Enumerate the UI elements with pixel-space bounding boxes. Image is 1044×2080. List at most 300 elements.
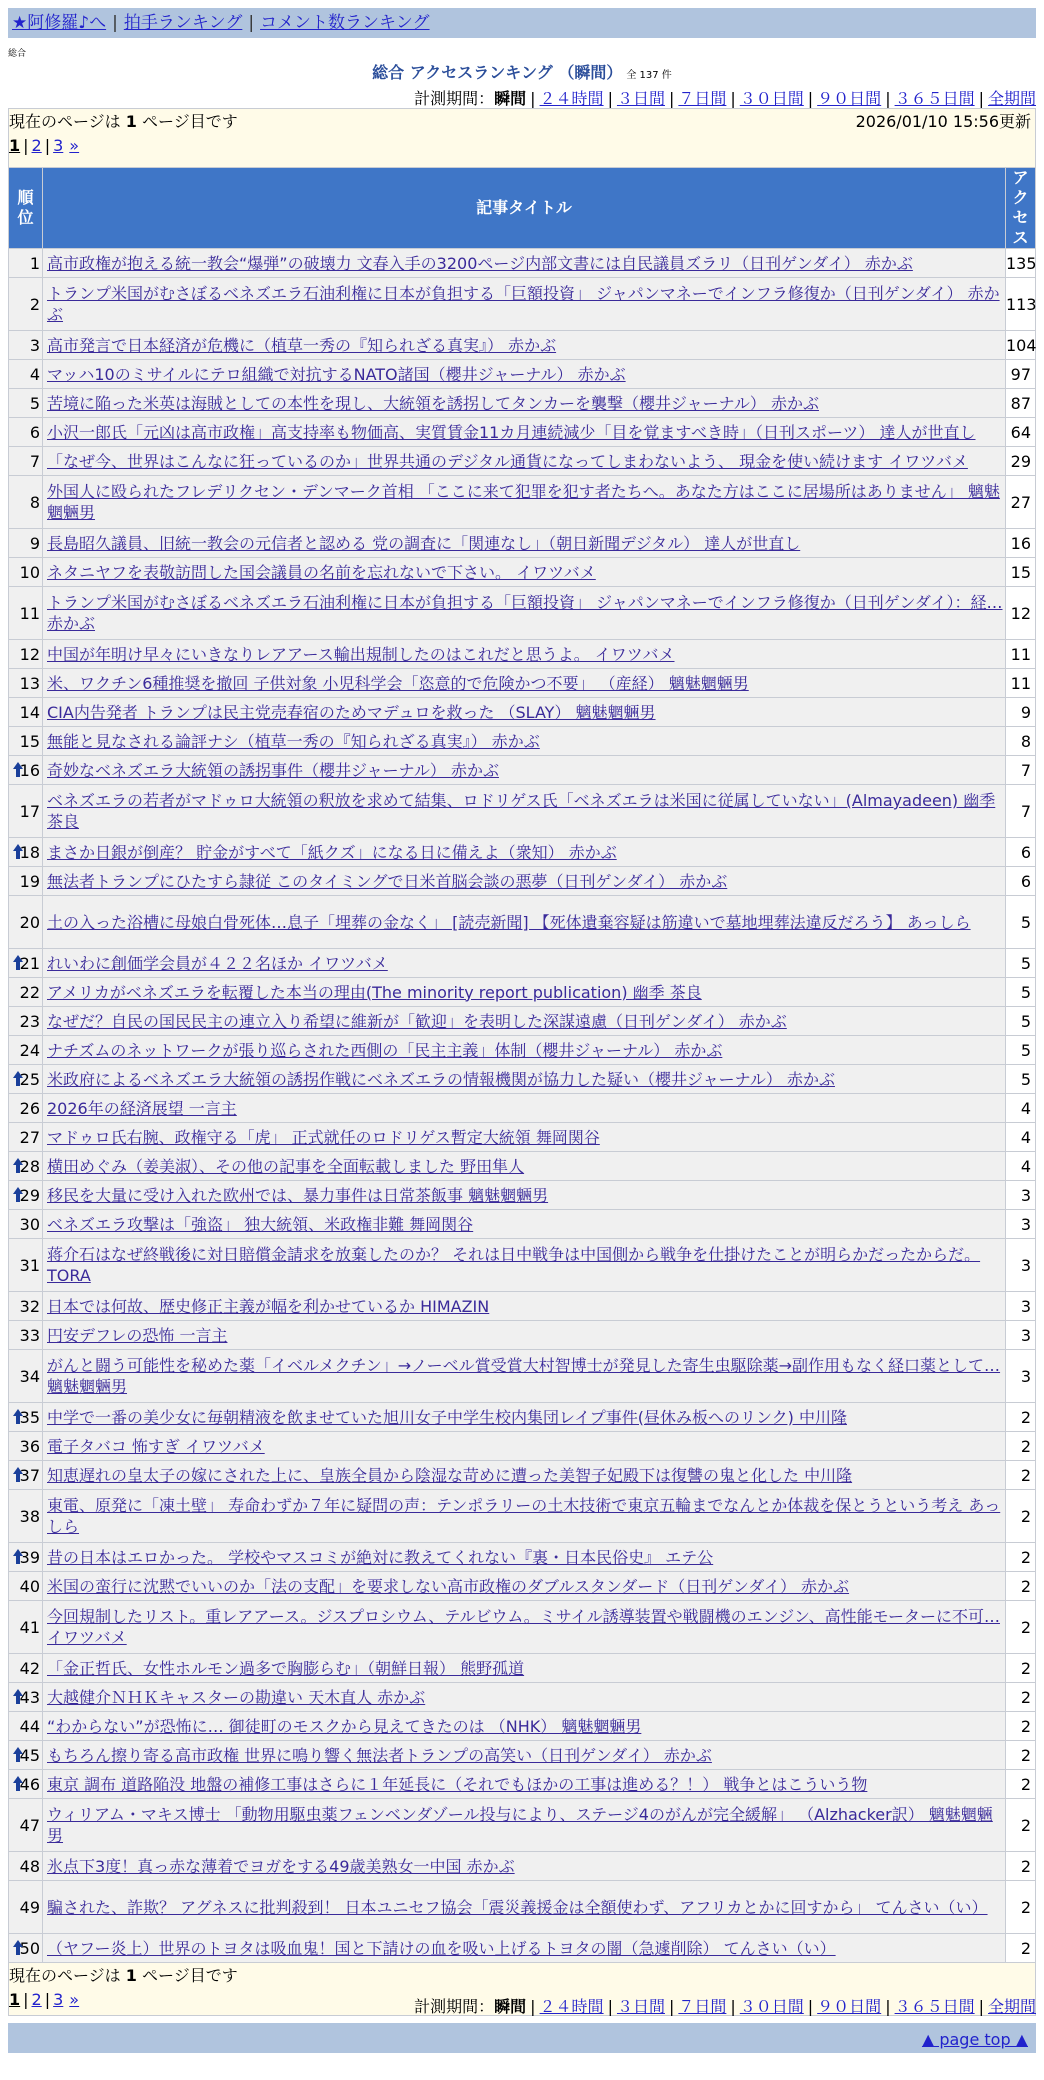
nav-separator: | — [112, 13, 118, 33]
access-count: 113 — [1006, 278, 1036, 331]
article-link[interactable]: 高市発言で日本経済が危機に（植草一秀の『知られざる真実』） 赤かぶ — [47, 335, 557, 355]
title-cell — [43, 1799, 1006, 1852]
article-link[interactable]: 知恵遅れの皇太子の嫁にされた上に、皇族全員から陰湿な苛めに遭った美智子妃殿下は復讐の鬼と化した 中川隆 — [47, 1465, 853, 1485]
title-cell — [43, 896, 1006, 949]
rank-cell — [9, 756, 43, 785]
title-cell — [43, 587, 1006, 640]
rank-cell — [9, 1007, 43, 1036]
ranking-table — [8, 108, 1036, 2016]
access-count: 6 — [1006, 838, 1036, 867]
article-link[interactable]: 長島昭久議員、旧統一教会の元信者と認める 党の調査に「関連なし」（朝日新聞デジタル） 達人が世直し — [47, 533, 801, 553]
access-count: 7 — [1006, 756, 1036, 785]
article-link[interactable]: 氷点下3度！真っ赤な薄着でヨガをする49歳美熟女一中国 赤かぶ — [47, 1856, 515, 1876]
title-cell — [43, 447, 1006, 476]
article-link[interactable]: もちろん擦り寄る高市政権 世界に鳴り響く無法者トランプの高笑い（日刊ゲンダイ） 赤かぶ — [47, 1745, 712, 1765]
article-link[interactable]: れいわに創価学会員が４２２名ほか イワツバメ — [47, 953, 388, 973]
article-link[interactable]: アメリカがベネズエラを転覆した本当の理由(The minority report publication) 幽季 茶良 — [47, 982, 702, 1002]
article-link[interactable]: マッハ10のミサイルにテロ組織で対抗するNATO諸国（櫻井ジャーナル） 赤かぶ — [47, 364, 626, 384]
rank-up-arrow-icon — [13, 1409, 23, 1425]
article-link[interactable]: 蒋介石はなぜ終戦後に対日賠償金請求を放棄したのか？ それは日中戦争は中国側から戦争を仕掛けたことが明らかだったからだ。 TORA — [47, 1245, 981, 1285]
access-count: 64 — [1006, 418, 1036, 447]
article-link[interactable]: 日本では何故、歴史修正主義が幅を利かせているか HIMAZIN — [47, 1296, 490, 1316]
access-count: 3 — [1006, 1239, 1036, 1292]
article-link[interactable]: ウィリアム・マキス博士 「動物用駆虫薬フェンベンダゾール投与により、ステージ4のがんが完全緩解」 （Alzhacker訳） 魑魅魍魎男 — [47, 1805, 993, 1845]
period-link-7[interactable]: 全期間 — [987, 1997, 1036, 2016]
rank-cell — [9, 331, 43, 360]
title-cell — [43, 558, 1006, 587]
rank-number: 46 — [19, 1774, 40, 1794]
title-cell — [43, 1770, 1006, 1799]
rank-cell — [9, 278, 43, 331]
rank-cell — [9, 669, 43, 698]
rank-cell — [9, 838, 43, 867]
article-link[interactable]: マドゥロ氏右腕、政権守る「虎」 正式就任のロドリゲス暫定大統領 舞岡関谷 — [47, 1127, 600, 1147]
rank-cell — [9, 1881, 43, 1934]
article-link[interactable]: トランプ米国がむさぼるベネズエラ石油利権に日本が負担する「巨額投資」 ジャパンマネーでインフラ修復か（日刊ゲンダイ） 赤かぶ — [47, 284, 1000, 324]
article-link[interactable]: 移民を大量に受け入れた欧州では、暴力事件は日常茶飯事 魑魅魍魎男 — [47, 1185, 549, 1205]
access-count: 4 — [1006, 1094, 1036, 1123]
table-row — [9, 756, 1036, 785]
period-selector-top — [414, 86, 1036, 109]
period-link-4[interactable]: ３０日間 — [739, 1997, 804, 2016]
title-cell — [43, 867, 1006, 896]
article-link[interactable]: なぜだ？自民の国民民主の連立入り希望に維新が「歓迎」を表明した深謀遠慮（日刊ゲンダイ） 赤かぶ — [47, 1011, 787, 1031]
article-link[interactable]: 小沢一郎氏「元凶は高市政権」高支持率も物価高、実質賃金11カ月連続減少「目を覚ますべき時」（日刊スポーツ） 達人が世直し — [47, 422, 976, 442]
article-link[interactable]: 無能と見なされる論評ナシ（植草一秀の『知られざる真実』） 赤かぶ — [47, 731, 540, 751]
pager-separator: | — [44, 1990, 51, 2009]
title-cell — [43, 785, 1006, 838]
table-row — [9, 867, 1036, 896]
rank-cell — [9, 1601, 43, 1654]
rank-number: 19 — [19, 871, 40, 891]
article-link[interactable]: 「金正哲氏、女性ホルモン過多で胸膨らむ」（朝鮮日報） 熊野孤道 — [47, 1658, 525, 1678]
access-count: 2 — [1006, 1432, 1036, 1461]
period-separator: | — [530, 89, 536, 108]
period-separator: | — [530, 1997, 536, 2016]
access-count: 2 — [1006, 1799, 1036, 1852]
table-row — [9, 1601, 1036, 1654]
title-cell — [43, 1741, 1006, 1770]
rank-number: 21 — [19, 953, 40, 973]
article-count: 全 137 件 — [626, 70, 672, 81]
table-row — [9, 1572, 1036, 1601]
rank-cell — [9, 896, 43, 949]
pager-top — [9, 136, 1035, 155]
access-count: 29 — [1006, 447, 1036, 476]
rank-number: 36 — [19, 1436, 40, 1456]
rank-cell — [9, 698, 43, 727]
rank-cell — [9, 1572, 43, 1601]
table-row — [9, 1683, 1036, 1712]
table-row — [9, 1065, 1036, 1094]
table-row — [9, 1934, 1036, 1963]
rank-cell — [9, 1741, 43, 1770]
title-cell — [43, 529, 1006, 558]
rank-cell — [9, 447, 43, 476]
nav-link-comment-ranking[interactable]: コメント数ランキング — [260, 13, 430, 33]
article-link[interactable]: トランプ米国がむさぼるベネズエラ石油利権に日本が負担する「巨額投資」 ジャパンマネーでインフラ修復か（日刊ゲンダイ）：経… 赤かぶ — [47, 593, 1003, 633]
nav-link-home[interactable]: ★阿修羅♪へ — [12, 13, 107, 33]
rank-number: 8 — [29, 492, 40, 512]
rank-number: 44 — [19, 1716, 40, 1736]
table-row — [9, 1712, 1036, 1741]
article-link[interactable]: （ヤフー炎上）世界のトヨタは吸血鬼！国と下請けの血を吸い上げるトヨタの闇（急遽削除） てんさい（い） — [47, 1938, 836, 1958]
article-link[interactable]: がんと闘う可能性を秘めた薬「イベルメクチン」→ノーベル賞受賞大村智博士が発見した寄生虫駆除薬→副作用もなく経口薬として… 魑魅魍魎男 — [47, 1356, 1001, 1396]
pager-next[interactable]: » — [69, 1990, 80, 2009]
period-link-2[interactable]: ３日間 — [616, 1997, 665, 2016]
article-link[interactable]: 昔の日本はエロかった。 学校やマスコミが絶対に教えてくれない『裏・日本民俗史』 エテ公 — [47, 1547, 714, 1567]
pager-next[interactable]: » — [69, 136, 80, 155]
table-row — [9, 1741, 1036, 1770]
rank-cell — [9, 1461, 43, 1490]
table-row — [9, 1152, 1036, 1181]
access-count: 2 — [1006, 1770, 1036, 1799]
access-count: 5 — [1006, 1065, 1036, 1094]
title-cell — [43, 1210, 1006, 1239]
article-link[interactable]: 電子タバコ 怖すぎ イワツバメ — [47, 1436, 265, 1456]
bottom-bar — [8, 2023, 1036, 2053]
access-count: 5 — [1006, 949, 1036, 978]
period-separator: | — [885, 89, 891, 108]
period-separator: | — [885, 1997, 891, 2016]
period-link-7[interactable]: 全期間 — [987, 89, 1036, 108]
rank-cell — [9, 418, 43, 447]
table-row — [9, 1036, 1036, 1065]
rank-number: 45 — [19, 1745, 40, 1765]
rank-number: 20 — [19, 912, 40, 932]
title-cell — [43, 838, 1006, 867]
rank-number: 37 — [19, 1465, 40, 1485]
category-label: 総合 — [8, 49, 27, 59]
page-title — [0, 60, 1044, 83]
updated-timestamp: 2026/01/10 15:56更新 — [855, 112, 1031, 131]
rank-number: 15 — [19, 731, 40, 751]
access-count: 9 — [1006, 698, 1036, 727]
table-row — [9, 1181, 1036, 1210]
table-row — [9, 1799, 1036, 1852]
title-cell — [43, 1065, 1006, 1094]
rank-number: 12 — [19, 644, 40, 664]
rank-cell — [9, 1770, 43, 1799]
rank-number: 1 — [29, 253, 40, 273]
pager-page-3[interactable]: 3 — [53, 1990, 64, 2009]
period-link-1[interactable]: ２４時間 — [539, 1997, 604, 2016]
rank-cell — [9, 727, 43, 756]
rank-number: 22 — [19, 982, 40, 1002]
rank-up-arrow-icon — [13, 1158, 23, 1174]
access-count: 2 — [1006, 1852, 1036, 1881]
article-link[interactable]: 東京 調布 道路陥没 地盤の補修工事はさらに１年延長に（それでもほかの工事は進める？！） 戦争とはこういう物 — [47, 1774, 868, 1794]
rank-number: 41 — [19, 1617, 40, 1637]
article-link[interactable]: 「なぜ今、世界はこんなに狂っているのか」世界共通のデジタル通貨になってしまわないよう、 現金を使い続けます イワツバメ — [47, 451, 968, 471]
page-top-link[interactable]: ▲ page top ▲ — [921, 2030, 1028, 2049]
table-row — [9, 785, 1036, 838]
title-cell — [43, 1036, 1006, 1065]
rank-cell — [9, 949, 43, 978]
table-header-row — [9, 168, 1036, 249]
rank-cell — [9, 1036, 43, 1065]
title-cell — [43, 727, 1006, 756]
period-link-6[interactable]: ３６５日間 — [894, 89, 975, 108]
rank-cell — [9, 1123, 43, 1152]
rank-number: 9 — [29, 533, 40, 553]
period-current: 瞬間 — [494, 1997, 527, 2016]
title-cell — [43, 1654, 1006, 1683]
access-count: 4 — [1006, 1152, 1036, 1181]
access-count: 3 — [1006, 1292, 1036, 1321]
access-count: 11 — [1006, 669, 1036, 698]
rank-cell — [9, 1210, 43, 1239]
rank-cell — [9, 389, 43, 418]
access-count: 5 — [1006, 896, 1036, 949]
table-row — [9, 978, 1036, 1007]
pager-page-2[interactable]: 2 — [31, 136, 42, 155]
article-link[interactable]: 東電、原発に「凍土壁」 寿命わずか７年に疑問の声：テンポラリーの土木技術で東京五輪までなんとか体裁を保とうという考え あっしら — [47, 1496, 1001, 1536]
table-row — [9, 669, 1036, 698]
access-count: 16 — [1006, 529, 1036, 558]
current-page-number: 1 — [125, 112, 137, 131]
pager-page-current: 1 — [9, 136, 21, 155]
title-cell — [43, 1321, 1006, 1350]
article-link[interactable]: 中学で一番の美少女に毎朝精液を飲ませていた旭川女子中学生校内集団レイプ事件(昼休み板へのリンク) 中川隆 — [47, 1407, 847, 1427]
rank-cell — [9, 587, 43, 640]
article-link[interactable]: 無法者トランプにひたすら隷従 このタイミングで日米首脳会談の悪夢（日刊ゲンダイ） 赤かぶ — [47, 871, 728, 891]
rank-number: 7 — [29, 451, 40, 471]
rank-cell — [9, 1403, 43, 1432]
period-link-3[interactable]: ７日間 — [678, 1997, 727, 2016]
rank-cell — [9, 1065, 43, 1094]
rank-number: 25 — [19, 1069, 40, 1089]
current-page-text-bottom — [9, 1963, 1035, 1986]
rank-number: 23 — [19, 1011, 40, 1031]
access-count: 12 — [1006, 587, 1036, 640]
article-link[interactable]: ベネズエラの若者がマドゥロ大統領の釈放を求めて結集、ロドリゲス氏「ベネズエラは米国に従属していない」(Almayadeen) 幽季 茶良 — [47, 791, 996, 831]
article-link[interactable]: 横田めぐみ（姜美淑）、その他の記事を全面転載しました 野田隼人 — [47, 1156, 525, 1176]
rank-cell — [9, 1321, 43, 1350]
rank-cell — [9, 1683, 43, 1712]
current-page-label: 現在のページは 1 ページ目です — [9, 1966, 238, 1985]
title-cell — [43, 1490, 1006, 1543]
title-cell — [43, 698, 1006, 727]
period-separator: | — [607, 1997, 613, 2016]
article-link[interactable]: ネタニヤフを表敬訪問した国会議員の名前を忘れないで下さい。 イワツバメ — [47, 562, 596, 582]
header-access: アクセス — [1006, 168, 1036, 249]
rank-number: 10 — [19, 562, 40, 582]
article-link[interactable]: ベネズエラ攻撃は「強盗」 独大統領、米政権非難 舞岡関谷 — [47, 1214, 474, 1234]
table-row — [9, 640, 1036, 669]
title-cell — [43, 1239, 1006, 1292]
rank-up-arrow-icon — [13, 844, 23, 860]
rank-number: 42 — [19, 1658, 40, 1678]
title-cell — [43, 418, 1006, 447]
access-count: 7 — [1006, 785, 1036, 838]
title-cell — [43, 1181, 1006, 1210]
article-link[interactable]: 円安デフレの恐怖 一言主 — [47, 1325, 228, 1345]
access-count: 2 — [1006, 1683, 1036, 1712]
table-row — [9, 1461, 1036, 1490]
top-nav-bar — [8, 8, 1036, 38]
period-link-4[interactable]: ３０日間 — [739, 89, 804, 108]
access-count: 3 — [1006, 1181, 1036, 1210]
period-link-1[interactable]: ２４時間 — [539, 89, 604, 108]
period-link-3[interactable]: ７日間 — [678, 89, 727, 108]
rank-number: 6 — [29, 422, 40, 442]
article-link[interactable]: CIA内告発者 トランプは民主党売春宿のためマデュロを救った （SLAY） 魑魅魍魎男 — [47, 702, 656, 722]
article-link[interactable]: 米政府によるベネズエラ大統領の誘拐作戦にベネズエラの情報機関が協力した疑い（櫻井ジャーナル） 赤かぶ — [47, 1069, 835, 1089]
rank-number: 26 — [19, 1098, 40, 1118]
rank-cell — [9, 1350, 43, 1403]
table-row — [9, 529, 1036, 558]
table-row — [9, 360, 1036, 389]
rank-up-arrow-icon — [13, 1187, 23, 1203]
pager-page-3[interactable]: 3 — [53, 136, 64, 155]
rank-up-arrow-icon — [13, 762, 23, 778]
rank-number: 31 — [19, 1255, 40, 1275]
rank-up-arrow-icon — [13, 1747, 23, 1763]
table-row — [9, 587, 1036, 640]
current-page-label: 現在のページは 1 ページ目です — [9, 112, 238, 131]
article-link[interactable]: 外国人に殴られたフレデリクセン・デンマーク首相 「ここに来て犯罪を犯す者たちへ。あなた方はここに居場所はありません」 魑魅魍魎男 — [47, 482, 1000, 522]
table-row — [9, 1770, 1036, 1799]
access-count: 4 — [1006, 1123, 1036, 1152]
header-rank: 順位 — [9, 168, 43, 249]
rank-cell — [9, 529, 43, 558]
period-separator: | — [807, 1997, 814, 2016]
title-cell — [43, 1123, 1006, 1152]
rank-cell — [9, 1292, 43, 1321]
access-count: 3 — [1006, 1321, 1036, 1350]
rank-up-arrow-icon — [13, 955, 23, 971]
article-link[interactable]: 今回規制したリスト。重レアアース。ジスプロシウム、テルビウム。ミサイル誘導装置や戦闘機のエンジン、高性能モーターに不可… イワツバメ — [47, 1607, 1000, 1647]
article-link[interactable]: 高市政権が抱える統一教会“爆弾”の破壊力 文春入手の3200ページ内部文書には自民議員ズラリ（日刊ゲンダイ） 赤かぶ — [47, 253, 913, 273]
rank-number: 43 — [19, 1687, 40, 1707]
access-count: 104 — [1006, 331, 1036, 360]
title-cell — [43, 1432, 1006, 1461]
rank-number: 2 — [29, 294, 40, 314]
rank-number: 47 — [19, 1815, 40, 1835]
table-row — [9, 558, 1036, 587]
rank-cell — [9, 1094, 43, 1123]
title-cell — [43, 756, 1006, 785]
access-count: 135 — [1006, 249, 1036, 278]
table-row — [9, 838, 1036, 867]
nav-link-clap-ranking[interactable]: 拍手ランキング — [123, 13, 243, 33]
article-link[interactable]: 米、ワクチン6種推奨を撤回 子供対象 小児科学会「恣意的で危険かつ不要」 （産経） 魑魅魍魎男 — [47, 673, 749, 693]
article-link[interactable]: 奇妙なベネズエラ大統領の誘拐事件（櫻井ジャーナル） 赤かぶ — [47, 760, 499, 780]
title-cell — [43, 249, 1006, 278]
rank-number: 38 — [19, 1506, 40, 1526]
access-count: 5 — [1006, 1036, 1036, 1065]
rank-number: 48 — [19, 1856, 40, 1876]
title-cell — [43, 1683, 1006, 1712]
rank-up-arrow-icon — [13, 1467, 23, 1483]
article-link[interactable]: 中国が年明け早々にいきなりレアアース輸出規制したのはこれだと思うよ。 イワツバメ — [47, 644, 675, 664]
title-cell — [43, 1881, 1006, 1934]
period-link-5[interactable]: ９０日間 — [817, 1997, 882, 2016]
title-cell — [43, 360, 1006, 389]
article-link[interactable]: 大越健介ＮＨＫキャスターの勘違い 天木直人 赤かぶ — [47, 1687, 426, 1707]
rank-cell — [9, 360, 43, 389]
table-row — [9, 1350, 1036, 1403]
table-row — [9, 1543, 1036, 1572]
rank-cell — [9, 867, 43, 896]
period-link-6[interactable]: ３６５日間 — [894, 1997, 975, 2016]
rank-number: 13 — [19, 673, 40, 693]
article-link[interactable]: 2026年の経済展望 一言主 — [47, 1098, 237, 1118]
access-count: 2 — [1006, 1881, 1036, 1934]
rank-cell — [9, 1239, 43, 1292]
rank-number: 17 — [19, 801, 40, 821]
period-label: 計測期間： — [414, 89, 495, 108]
article-link[interactable]: ナチズムのネットワークが張り巡らされた西側の「民主主義」体制（櫻井ジャーナル） 赤かぶ — [47, 1040, 723, 1060]
rank-number: 35 — [19, 1407, 40, 1427]
period-link-5[interactable]: ９０日間 — [817, 89, 882, 108]
rank-cell — [9, 785, 43, 838]
period-link-2[interactable]: ３日間 — [616, 89, 665, 108]
access-count: 5 — [1006, 1007, 1036, 1036]
rank-cell — [9, 1799, 43, 1852]
rank-cell — [9, 249, 43, 278]
article-link[interactable]: “わからない”が恐怖に… 御徒町のモスクから見えてきたのは （NHK） 魑魅魍魎男 — [47, 1716, 642, 1736]
article-link[interactable]: 騙された、詐欺？ アグネスに批判殺到！ 日本ユニセフ協会「震災義援金は全額使わず、アフリカとかに回すから」 てんさい（い） — [47, 1897, 988, 1917]
rank-number: 4 — [29, 364, 40, 384]
current-page-number: 1 — [125, 1966, 137, 1985]
title-cell — [43, 949, 1006, 978]
pager-page-2[interactable]: 2 — [31, 1990, 42, 2009]
article-link[interactable]: 苦境に陥った米英は海賊としての本性を現し、大統領を誘拐してタンカーを襲撃（櫻井ジャーナル） 赤かぶ — [47, 393, 819, 413]
rank-up-arrow-icon — [13, 1689, 23, 1705]
rank-number: 24 — [19, 1040, 40, 1060]
rank-up-arrow-icon — [13, 1940, 23, 1956]
rank-up-arrow-icon — [13, 1549, 23, 1565]
table-row — [9, 1654, 1036, 1683]
rank-number: 14 — [19, 702, 40, 722]
rank-cell — [9, 1934, 43, 1963]
table-row — [9, 331, 1036, 360]
article-link[interactable]: まさか日銀が倒産？ 貯金がすべて「紙クズ」になる日に備えよ（衆知） 赤かぶ — [47, 842, 617, 862]
rank-number: 11 — [19, 603, 40, 623]
access-count: 3 — [1006, 1210, 1036, 1239]
rank-number: 49 — [19, 1897, 40, 1917]
rank-cell — [9, 1432, 43, 1461]
rank-up-arrow-icon — [13, 1776, 23, 1792]
table-row — [9, 447, 1036, 476]
table-row — [9, 1881, 1036, 1934]
access-count: 87 — [1006, 389, 1036, 418]
rank-up-arrow-icon — [13, 1071, 23, 1087]
access-count: 27 — [1006, 476, 1036, 529]
access-count: 2 — [1006, 1490, 1036, 1543]
period-label: 計測期間： — [414, 1997, 495, 2016]
title-cell — [43, 1152, 1006, 1181]
title-cell — [43, 1601, 1006, 1654]
access-count: 8 — [1006, 727, 1036, 756]
rank-number: 50 — [19, 1938, 40, 1958]
article-link[interactable]: 米国の蛮行に沈黙でいいのか「法の支配」を要求しない高市政権のダブルスタンダード（日刊ゲンダイ） 赤かぶ — [47, 1576, 850, 1596]
table-row — [9, 1007, 1036, 1036]
rank-number: 18 — [19, 842, 40, 862]
rank-cell — [9, 1181, 43, 1210]
period-separator: | — [978, 89, 984, 108]
article-link[interactable]: 土の入った浴槽に母娘白骨死体…息子「埋葬の金なく」 [読売新聞] 【死体遺棄容疑は筋違いで墓地埋葬法違反だろう】 あっしら — [47, 912, 971, 932]
rank-number: 32 — [19, 1296, 40, 1316]
period-separator: | — [807, 89, 814, 108]
table-row — [9, 278, 1036, 331]
period-separator: | — [730, 1997, 736, 2016]
table-row — [9, 1852, 1036, 1881]
rank-cell — [9, 1543, 43, 1572]
title-cell — [43, 1852, 1006, 1881]
